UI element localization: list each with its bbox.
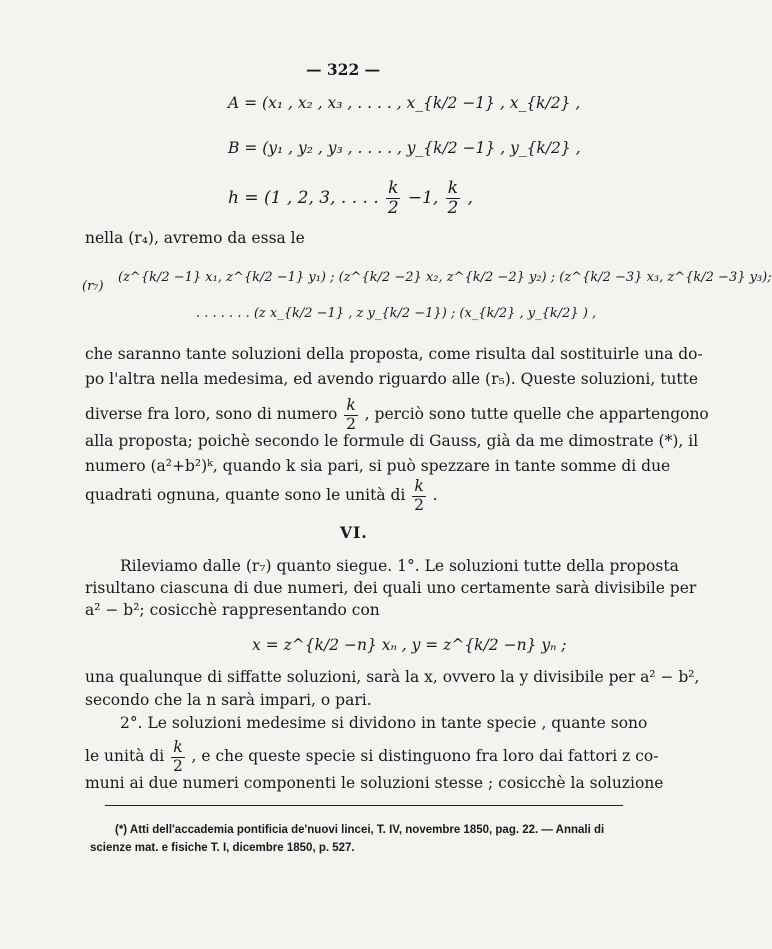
fraction-denominator: 2: [414, 495, 424, 514]
equation-h: [228, 180, 473, 217]
equation-h-fraction-2: [446, 180, 460, 217]
fraction-denominator: 2: [447, 198, 459, 218]
para2-line-5: secondo che la n sarà impari, o pari.: [85, 691, 372, 709]
para3-line-3: muni ai due numeri componenti le soluzioni stesse ; cosicchè la soluzione: [85, 774, 664, 792]
equation-a: A = (x₁ , x₂ , x₃ , . . . . , x_{k/2 −1} , x_{k/2} ,: [228, 94, 581, 112]
para1-line-5: numero (a²+b²)ᵏ, quando k sia pari, si può spezzare in tante somme di due: [85, 457, 671, 475]
page-number: — 322 —: [306, 60, 381, 79]
para2-line-2: risultano ciascuna di due numeri, dei quali uno certamente sarà divisibile per: [85, 579, 697, 597]
fraction-numerator: k: [346, 396, 356, 414]
para3-line-2-end: , e che queste specie si distinguono fra loro dai fattori z co-: [191, 747, 659, 765]
para1-line-3-end: , perciò sono tutte quelle che appartengono: [364, 405, 709, 423]
fraction-numerator: k: [414, 477, 424, 495]
intro-line: nella (r₄), avremo da essa le: [85, 229, 305, 247]
fraction-numerator: k: [447, 178, 459, 198]
para1-line-4: alla proposta; poichè secondo le formule di Gauss, già da me dimostrate (*), il: [85, 432, 699, 450]
para3-line-2: [85, 740, 658, 774]
para1-line-6-start: quadrati ognuna, quante sono le unità di: [85, 486, 406, 504]
para3-fraction: [171, 740, 184, 774]
fraction-denominator: 2: [172, 756, 183, 775]
para2-line-1: Rileviamo dalle (r₇) quanto siegue. 1°. Le soluzioni tutte della proposta: [120, 557, 679, 575]
para1-line-3: [85, 398, 709, 432]
para1-fraction-2: [412, 479, 425, 513]
para1-line-1: che saranno tante soluzioni della proposta, come risulta dal sostituirle una do-: [85, 345, 703, 363]
r7-label: (r₇): [82, 279, 104, 294]
equation-h-fraction-1: [386, 180, 400, 217]
r7-line-1: (z^{k/2 −1} x₁, z^{k/2 −1} y₁) ; (z^{k/2 −2} x₂, z^{k/2 −2} y₂) ; (z^{k/2 −3} x₃, z^{k/2 −3} y₃);: [118, 270, 772, 285]
equation-h-mid: −1,: [407, 188, 439, 208]
para1-line-6: [85, 479, 438, 513]
fraction-denominator: 2: [346, 414, 356, 433]
r7-line-2: . . . . . . . (z x_{k/2 −1} , z y_{k/2 −1}) ; (x_{k/2} , y_{k/2} ) ,: [196, 306, 597, 321]
para1-line-6-end: .: [432, 486, 438, 504]
para1-fraction: [344, 398, 357, 432]
equation-b: B = (y₁ , y₂ , y₃ , . . . . , y_{k/2 −1} , y_{k/2} ,: [228, 139, 581, 157]
para2-equation: x = z^{k/2 −n} xₙ , y = z^{k/2 −n} yₙ ;: [252, 636, 567, 654]
footnote-line-1: (*) Atti dell'accademia pontificia de'nuovi lincei, T. IV, novembre 1850, pag. 22. — Annali di: [115, 824, 605, 836]
equation-h-end: ,: [467, 188, 473, 208]
fraction-numerator: k: [173, 738, 183, 756]
fraction-denominator: 2: [387, 198, 399, 218]
section-heading: VI.: [340, 523, 368, 542]
para3-line-1: 2°. Le soluzioni medesime si dividono in tante specie , quante sono: [120, 714, 648, 732]
equation-h-left: h = (1 , 2, 3, . . . .: [228, 188, 379, 208]
para3-line-2-start: le unità di: [85, 747, 165, 765]
footnote-line-2: scienze mat. e fisiche T. I, dicembre 1850, p. 527.: [90, 842, 355, 854]
para2-line-4: una qualunque di siffatte soluzioni, sarà la x, ovvero la y divisibile per a² − b²,: [85, 668, 700, 686]
fraction-numerator: k: [388, 178, 399, 198]
para2-line-3: a² − b²; cosicchè rappresentando con: [85, 601, 380, 619]
footnote-divider: [105, 805, 623, 806]
para1-line-3-start: diverse fra loro, sono di numero: [85, 405, 338, 423]
para1-line-2: po l'altra nella medesima, ed avendo riguardo alle (r₅). Queste soluzioni, tutte: [85, 370, 699, 388]
